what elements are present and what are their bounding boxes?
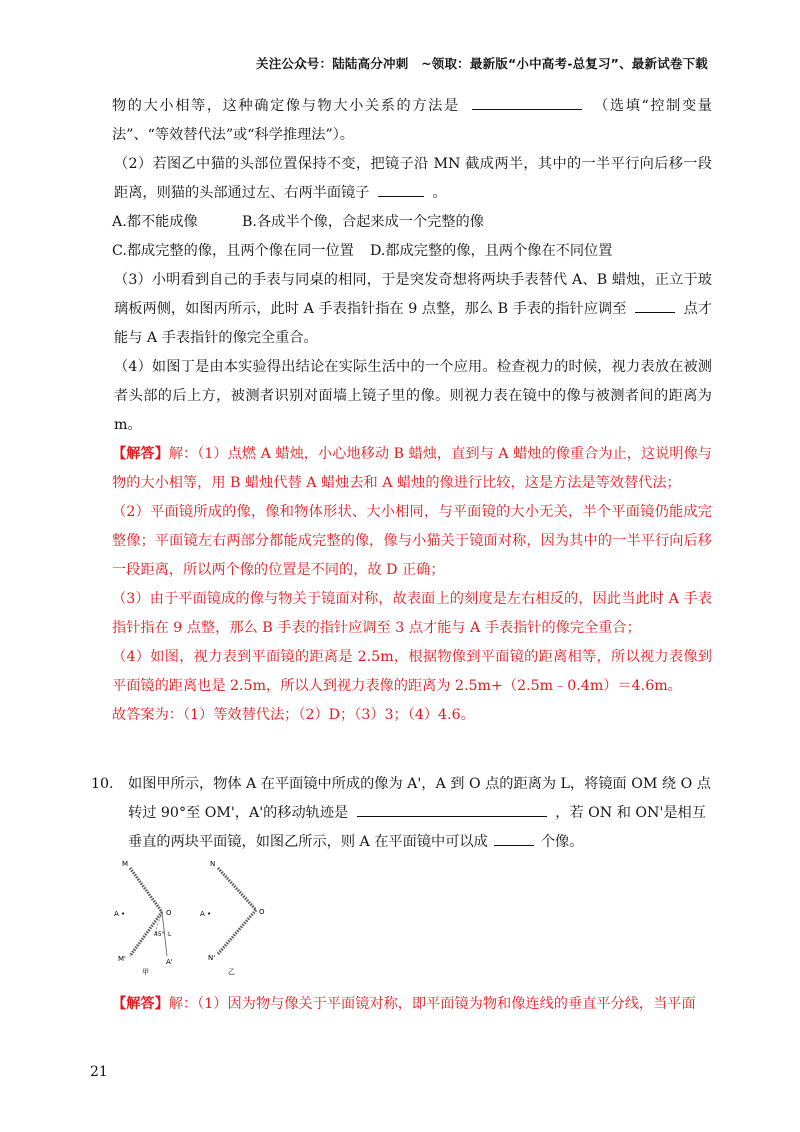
label-l: L <box>168 931 172 938</box>
q10-figures <box>110 852 270 982</box>
q9-part3-tail: 点才能与 A 手表指针的像完全重合。 <box>114 301 712 346</box>
answer-label: 【解答】 <box>112 996 169 1012</box>
q9-part4 <box>112 353 712 440</box>
q9-part4-tail: m。 <box>114 417 142 433</box>
answer-10-text: 解：（1）因为物与像关于平面镜对称，即平面镜为物和像连线的垂直平分线，当平面 <box>168 996 696 1012</box>
page-header: 关注公众号：陆陆高分冲刺 ~领取：最新版“小中高考-总复习”、最新试卷下载 <box>256 56 708 71</box>
caption-yi: 乙 <box>228 968 235 976</box>
q10-text3: 个像。 <box>540 834 584 850</box>
answer-9-line1 <box>112 440 712 498</box>
mirror-on-prime <box>218 910 256 954</box>
option-b[interactable]: B.各成半个像，合起来成一个完整的像 <box>242 214 484 230</box>
answer-9-final: 故答案为：（1）等效替代法；（2）D；（3）3；（4）4.6。 <box>112 707 475 723</box>
answer-blank[interactable] <box>494 831 534 846</box>
option-c[interactable]: C.都成完整的像，且两个像在同一位置 <box>112 243 354 259</box>
q9-part2-tail: 。 <box>432 185 447 201</box>
mirror-diagrams <box>110 852 270 982</box>
question-10-body <box>128 770 713 857</box>
label-a: A • <box>200 910 212 918</box>
label-n: N <box>210 860 216 868</box>
label-angle: 45° <box>154 931 165 938</box>
q9-part1-text: 物的大小相等，这种确定像与物大小关系的方法是 <box>112 98 460 114</box>
q9-part1 <box>112 92 712 150</box>
q9-part1-tail: （选填“控制变量法”、“等效替代法”或“科学推理法”）。 <box>112 98 712 143</box>
q10-text1: 如图甲所示，物体 A 在平面镜中所成的像为 A'，A 到 O 点的距离为 L，将镜面 OM 绕 O 点转过 90°至 OM'，A'的移动轨迹是 <box>128 776 711 821</box>
answer-blank[interactable] <box>635 298 675 313</box>
q9-part4-text: （4）如图丁是由本实验得出结论在实际生活中的一个应用。检查视力的时候，视力表放在被测者头部的后上方，被测者识别对面墙上镜子里的像。则视力表在镜中的像与被测者间的距离为 <box>114 359 712 404</box>
page-number: 21 <box>90 1064 108 1080</box>
label-o: O <box>166 909 172 917</box>
figure-left <box>114 860 173 976</box>
options-row-1 <box>112 208 712 237</box>
caption-jia: 甲 <box>142 968 149 976</box>
option-d[interactable]: D.都成完整的像，且两个像在不同位置 <box>370 243 613 259</box>
answer-9-line4: （4）如图，视力表到平面镜的距离是 2.5m，根据物像到平面镜的距离相等，所以视力表像到平面镜的距离也是 2.5m，所以人到视力表像的距离为 2.5m+（2.5m﹣0.4m）＝4.6m。 <box>112 649 712 694</box>
answer-blank[interactable] <box>357 802 547 817</box>
question-number: 10. <box>91 776 114 792</box>
figure-right <box>200 860 265 976</box>
answer-label: 【解答】 <box>112 446 169 462</box>
answer-blank[interactable] <box>472 95 582 110</box>
answer-9-text1: 解：（1）点燃 A 蜡烛，小心地移动 B 蜡烛，直到与 A 蜡烛的像重合为止，这说明像与物的大小相等，用 B 蜡烛代替 A 蜡烛去和 A 蜡烛的像进行比较，这是方法是等效替代法； <box>112 446 712 491</box>
label-n-prime: N' <box>208 954 216 962</box>
label-m: M <box>122 860 129 868</box>
option-a[interactable]: A.都不能成像 <box>112 214 198 230</box>
q10-text2: ，若 ON 和 ON'是相互垂直的两块平面镜，如图乙所示，则 A 在平面镜中可以成 <box>128 805 706 850</box>
mirror-om <box>130 868 162 912</box>
answer-9-line2: （2）平面镜所成的像，像和物体形状、大小相同，与平面镜的大小无关，半个平面镜仍能成完整像；平面镜左右两部分都能成完整的像，像与小猫关于镜面对称，因为其中的一半平行向后移一段距离，所以两个像的位置是不同的，故 D 正确； <box>112 504 712 578</box>
label-a-prime: A' <box>166 958 173 966</box>
label-m-prime: M' <box>118 955 126 963</box>
answer-blank[interactable] <box>378 182 424 197</box>
label-o: O <box>259 908 265 916</box>
question-10 <box>91 770 713 857</box>
mirror-on <box>218 868 256 910</box>
q9-part3-text: （3）小明看到自己的手表与同桌的相同，于是突发奇想将两块手表替代 A、B 蜡烛，正立于玻璃板两侧，如图丙所示，此时 A 手表指针指在 9 点整，那么 B 手表的指针应调至 <box>114 272 712 317</box>
q9-part2-text: （2）若图乙中猫的头部位置保持不变，把镜子沿 MN 截成两半，其中的一半平行向后移一段距离，则猫的头部通过左、右两半面镜子 <box>114 156 712 201</box>
question-9-content <box>112 92 712 730</box>
answer-10 <box>112 990 712 1019</box>
label-a: A • <box>114 910 126 918</box>
q9-part2 <box>112 150 712 208</box>
answer-9-line3: （3）由于平面镜成的像与物关于镜面对称，故表面上的刻度是左右相反的，因此当此时 A 手表指针指在 9 点整，那么 B 手表的指针应调至 3 点才能与 A 手表指针的像完全重合； <box>112 591 712 636</box>
q9-part3 <box>112 266 712 353</box>
options-row-2 <box>112 237 712 266</box>
